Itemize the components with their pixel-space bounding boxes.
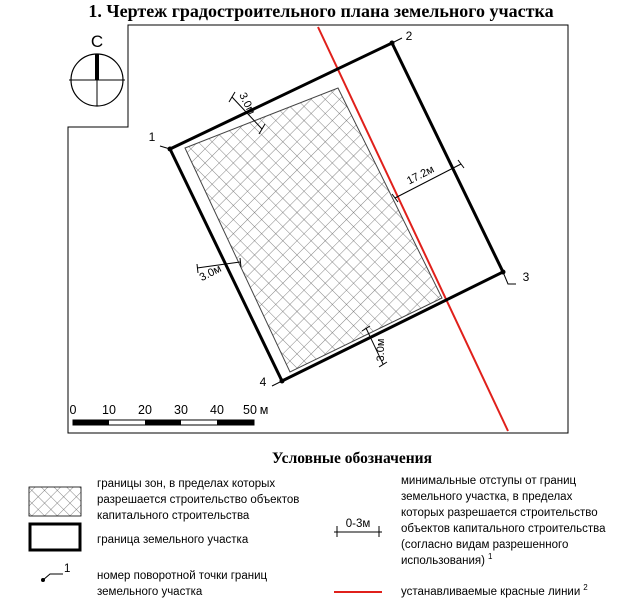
legend-swatch-hatch [29,487,81,516]
scale-bar-segment-5 [217,420,254,425]
legend-text-redline: устанавливаемые красные линии $^2$ [401,583,588,598]
scale-tick-10: 10 [102,403,116,417]
point-label-3: 3 [522,270,530,284]
point-marker-2 [390,29,413,46]
scale-bar-segment-1 [73,420,109,425]
legend-item-hatch [29,478,299,522]
point-marker-3 [501,270,530,285]
legend-text-hatch-1: границы зон, в пределах которых [97,478,276,490]
legend-point-sample: 1 [64,563,71,575]
legend-text-point-1: номер поворотной точки границ [97,570,268,582]
legend-item-point [41,563,267,598]
dimension-label-width: 17.2м [405,163,437,188]
point-marker-1 [149,130,173,152]
point-leader-2 [392,38,402,43]
scale-tick-0: 0 [69,403,77,417]
legend-point-leader [43,574,63,580]
legend-text-setback-6: использования) $^1$ [401,552,493,567]
legend-item-redline [334,583,588,598]
legend-setback-sample: 0-3м [345,518,371,530]
legend-title: Условные обозначения [271,450,433,467]
dimension-label-top: 3.0м [236,90,258,117]
point-label-1: 1 [148,130,156,144]
point-leader-4 [272,381,282,386]
dimension-tick-left-1 [197,264,198,273]
legend-item-boundary [30,524,249,550]
dimension-tick-top-1 [229,92,235,102]
legend-text-setback-5: (согласно видам разрешенного [401,539,569,551]
scale-bar-segment-3 [145,420,181,425]
legend-item-setback [334,475,606,567]
dimension-tick-bottom-2 [379,362,387,367]
dimension-label-left: 3.0м [197,262,224,284]
scale-bar [70,403,269,425]
legend-text-point-2: земельного участка [97,586,203,598]
legend-text-setback-4: объектов капитального строительства [401,523,606,535]
scale-tick-40: 40 [210,403,224,417]
scale-tick-30: 30 [174,403,188,417]
dimension-tick-width-2 [458,160,464,168]
legend-text-setback-3: которых разрешается строительство [401,507,598,519]
point-label-4: 4 [259,375,267,389]
legend-text-boundary: граница земельного участка [97,534,249,546]
dimension-label-bottom: 3.0м [375,338,387,362]
north-arrow [69,32,125,106]
scale-tick-20: 20 [138,403,152,417]
scale-unit: м [259,403,269,417]
point-label-2: 2 [405,29,413,43]
building-zone-hatch [185,88,442,372]
legend-text-hatch-2: разрешается строительство объектов [97,494,300,506]
page-title: 1. Чертеж градостроительного плана земельного участка [88,1,554,21]
legend-text-setback-2: земельного участка, в пределах [401,491,573,503]
point-leader-3 [503,272,516,284]
legend-text-setback-1: минимальные отступы от границ [401,475,577,487]
legend-setback-sup: 1 [488,552,493,561]
legend-swatch-boundary [30,524,80,550]
legend-redline-sup: 2 [583,583,588,592]
legend-text-hatch-3: капитального строительства [97,510,250,522]
scale-tick-50: 50 [243,403,257,417]
north-label: С [90,32,104,51]
